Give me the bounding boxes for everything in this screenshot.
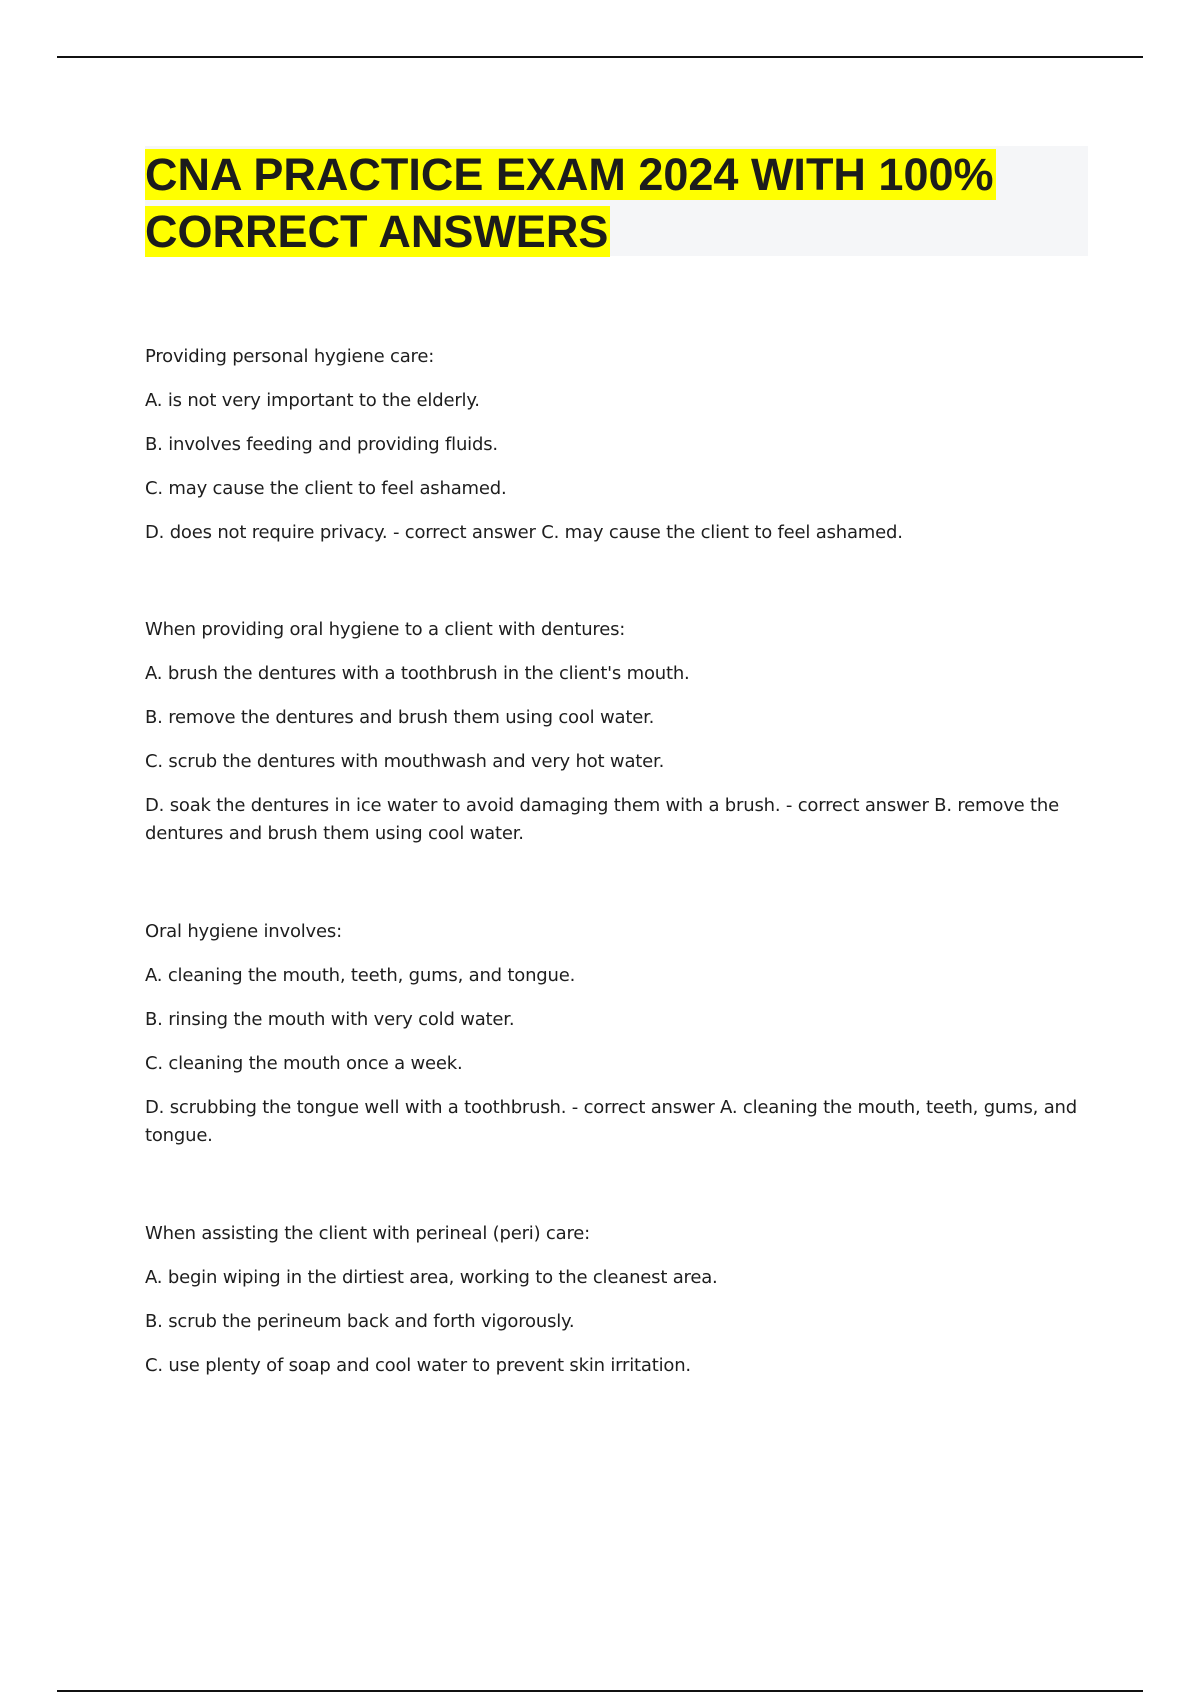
question-block (145, 918, 1085, 1166)
answer-option: B. rinsing the mouth with very cold water. (145, 1009, 515, 1030)
answer-option: A. brush the dentures with a toothbrush in the client's mouth. (145, 663, 690, 684)
answer-option: D. soak the dentures in ice water to avoid damaging them with a brush. - correct answer B. remove the dentures and brush them using cool water. (145, 795, 1059, 844)
answer-option: A. is not very important to the elderly. (145, 390, 480, 411)
question-block (145, 616, 1085, 864)
top-rule (57, 56, 1143, 58)
answer-option: B. involves feeding and providing fluids. (145, 434, 498, 455)
answer-option: C. may cause the client to feel ashamed. (145, 478, 507, 499)
question-prompt: Providing personal hygiene care: (145, 346, 435, 367)
answer-option: D. does not require privacy. - correct answer C. may cause the client to feel ashamed. (145, 522, 903, 543)
answer-option: B. scrub the perineum back and forth vigorously. (145, 1311, 575, 1332)
question-block (145, 1220, 718, 1396)
answer-option: C. use plenty of soap and cool water to prevent skin irritation. (145, 1355, 691, 1376)
question-prompt: When assisting the client with perineal (peri) care: (145, 1223, 590, 1244)
answer-option: A. cleaning the mouth, teeth, gums, and tongue. (145, 965, 576, 986)
question-prompt: Oral hygiene involves: (145, 921, 342, 942)
question-block (145, 343, 903, 563)
question-prompt: When providing oral hygiene to a client with dentures: (145, 619, 626, 640)
bottom-rule (57, 1690, 1143, 1692)
title-panel (145, 146, 1088, 256)
answer-option: D. scrubbing the tongue well with a toothbrush. - correct answer A. cleaning the mouth, teeth, gums, and tongue. (145, 1097, 1077, 1146)
answer-option: C. scrub the dentures with mouthwash and very hot water. (145, 751, 665, 772)
title-highlight: CNA PRACTICE EXAM 2024 WITH 100% CORRECT ANSWERS (145, 149, 994, 257)
document-title (145, 146, 1065, 260)
answer-option: B. remove the dentures and brush them using cool water. (145, 707, 655, 728)
answer-option: A. begin wiping in the dirtiest area, working to the cleanest area. (145, 1267, 718, 1288)
answer-option: C. cleaning the mouth once a week. (145, 1053, 463, 1074)
